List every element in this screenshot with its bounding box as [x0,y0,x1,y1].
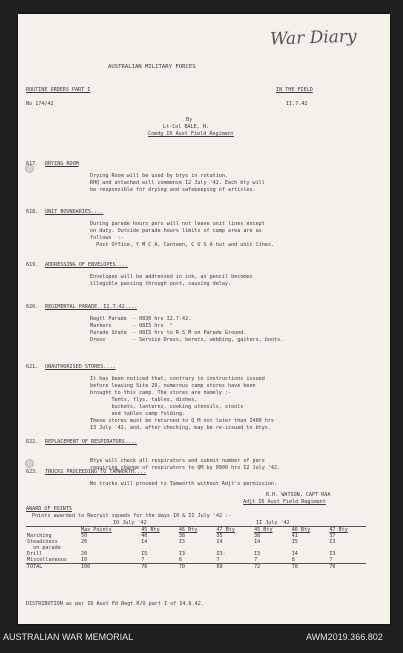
order-heading: REPLACEMENT OF RESPIRATORS.... [45,439,138,445]
order-text-line: Post Office, Y M C A, Canteen, C U S A hut and unit lines. [90,242,275,248]
column-header: Max Points [81,527,112,533]
order-number-label: 620. [26,304,39,310]
table-row [26,564,366,571]
table-cell: I5 [291,539,298,545]
signature-role: Adjt I6 Aust Field Regiment [243,499,326,505]
distribution-note: DISTRIBUTION as per I6 Aust Fd Regt R/O part I of I4.6.42. [26,601,204,607]
row-label: Steadiness [27,539,58,545]
order-text-line: It has been noticed that, contrary to instructions issued [90,376,265,382]
order-text-line: Envelopes will be addressed in ink, as pencil becomes [90,274,253,280]
table-cell: 7 [216,557,220,563]
row-label: on parade [27,545,61,551]
document-title: AUSTRALIAN MILITARY FORCES [108,64,196,70]
order-number-label: 621. [26,364,39,370]
order-text-line: RHQ and attached will commence I2 July '42. Each bty will [90,180,265,186]
table-cell: 40 [141,533,148,539]
footer-right: AWM2019.366.802 [306,632,383,642]
table-cell: 50 [81,533,88,539]
order-text-line: These stores must be returned to Q M not later than I400 hrs [90,418,275,424]
row-label: Marching [27,533,52,539]
table-cell: I3 [254,551,261,557]
order-text-line: Markers - 08I5 hrs " [90,323,173,329]
command-unit: Comdg I6 Aust Field Regiment [148,131,234,137]
order-number-label: 623. [26,469,39,475]
table-cell: 38 [178,533,185,539]
column-header: 47 Bty [216,527,235,533]
table-cell: I00 [81,564,91,570]
table-cell: 7 [329,557,333,563]
order-text-line: follows :- [90,235,124,241]
order-date: II.7.42 [286,101,308,107]
order-number-label: 619. [26,262,39,268]
row-label: Drill [27,551,43,557]
order-text-line: Regtl Parade - 0830 hrs I2.7.42. [90,316,192,322]
order-text-line: brought to this camp. The stores are namely :- [90,390,232,396]
column-header: 46 Bty [178,527,198,533]
order-heading: UNIT BOUNDARIES.... [45,209,104,215]
table-cell: 70 [329,564,336,570]
order-heading: UNAUTHORISED STORES.... [45,364,116,370]
table-cell: 70 [178,564,185,570]
award-intro: Points awarded to Recruit squads for the days I0 & II July '42 :- [32,513,232,519]
table-cell: 72 [254,564,261,570]
order-text-line: I3 July '42, and, after checking, may be re-issued to btys. [90,425,271,431]
order-text-line: Parade State - 08I5 hrs to R S M on Parade Ground. [90,330,247,336]
award-table [26,527,366,570]
routine-orders-heading: ROUTINE ORDERS PART I [26,87,91,93]
table-cell: 6 [178,557,182,563]
award-day-2: II July '42 [256,520,290,526]
table-cell: I4 [291,551,298,557]
row-label: Miscellaneous [27,557,67,563]
order-number: No 174/42 [26,101,54,107]
order-heading: ADDRESSING OF ENVELOPES.... [45,262,128,268]
order-text-line: before leaving Site 29, numerous camp stores have been [90,383,256,389]
table-cell: 8 [291,557,295,563]
table-cell: 69 [216,564,223,570]
row-label: TOTAL [27,564,43,570]
table-cell: I3 [178,551,185,557]
order-number-label: 622. [26,439,39,445]
table-cell: I3 [178,539,185,545]
award-heading: AWARD OF POINTS [26,506,73,512]
order-number-label: 617. [26,161,39,167]
order-text-line: Drying Room will be used by btys in rotation. [90,173,229,179]
table-cell: 78 [291,564,298,570]
order-heading: DRYING ROOM [45,161,79,167]
order-text-line: No trucks will proceed to Tamworth without Adjt's permission. [90,481,278,487]
table-cell: I5 [141,551,148,557]
order-text-line: Btys will check all respirators and submit number of pers [90,458,265,464]
order-text-line: Dress - Service Dress, berets, webbing, gaiters, boots. [90,337,284,343]
table-cell: 37 [329,533,336,539]
footer-left: AUSTRALIAN WAR MEMORIAL [3,632,134,642]
column-header: 47 Bty [329,527,348,533]
order-text-line: and tables camp folding. [90,411,186,417]
table-cell: 38 [254,533,261,539]
table-cell: 20 [81,551,88,557]
punch-hole [25,459,34,468]
column-header: 45 Bty [254,527,273,533]
order-text-line: requiring change of respirators to QM by 0900 hrs I2 July '42. [90,465,281,471]
table-cell: I4 [216,539,223,545]
table-cell: I4 [254,539,261,545]
column-header: 45 Bty [141,527,160,533]
order-number-label: 618. [26,209,39,215]
table-cell: I3 [329,539,336,545]
commanding-officer: Lt-Col BALE, H. [163,124,210,130]
table-cell: 35 [216,533,223,539]
order-text-line: on duty. Outside parade hours limits of camp area are as [90,228,262,234]
handwritten-note: War Diary [269,26,357,50]
table-cell: 76 [141,564,148,570]
table-cell: I3 [329,551,336,557]
order-heading: REGIMENTAL PARADE. I2.7.42.... [45,304,138,310]
table-cell: 7 [254,557,258,563]
table-cell: 20 [81,539,88,545]
order-text-line: Tents, flys, tables, dishes, [90,397,198,403]
table-cell: I3- [216,551,226,557]
order-text-line: During parade hours pers will not leave unit lines except [90,221,265,227]
signature-name: R.H. WATSON, CAPT RAA [266,492,331,498]
order-text-line: illegible passing through post, causing delay. [90,281,232,287]
order-heading: TRUCKS PROCEEDING TO TAMWORTH.... [45,469,147,475]
award-day-1: I0 July '42 [113,520,147,526]
table-cell: 7 [141,557,145,563]
order-text-line: buckets, lanterns, cooking utensils, stools [90,404,244,410]
order-text-line: be responsible for drying and safekeeping of articles. [90,187,256,193]
by-label: By [186,117,193,123]
table-cell: I4 [141,539,148,545]
location: IN THE FIELD [276,87,313,93]
table-cell: I0 [81,557,88,563]
table-cell: 41 [291,533,298,539]
document-page [18,14,390,624]
column-header: 46 Bty [291,527,311,533]
